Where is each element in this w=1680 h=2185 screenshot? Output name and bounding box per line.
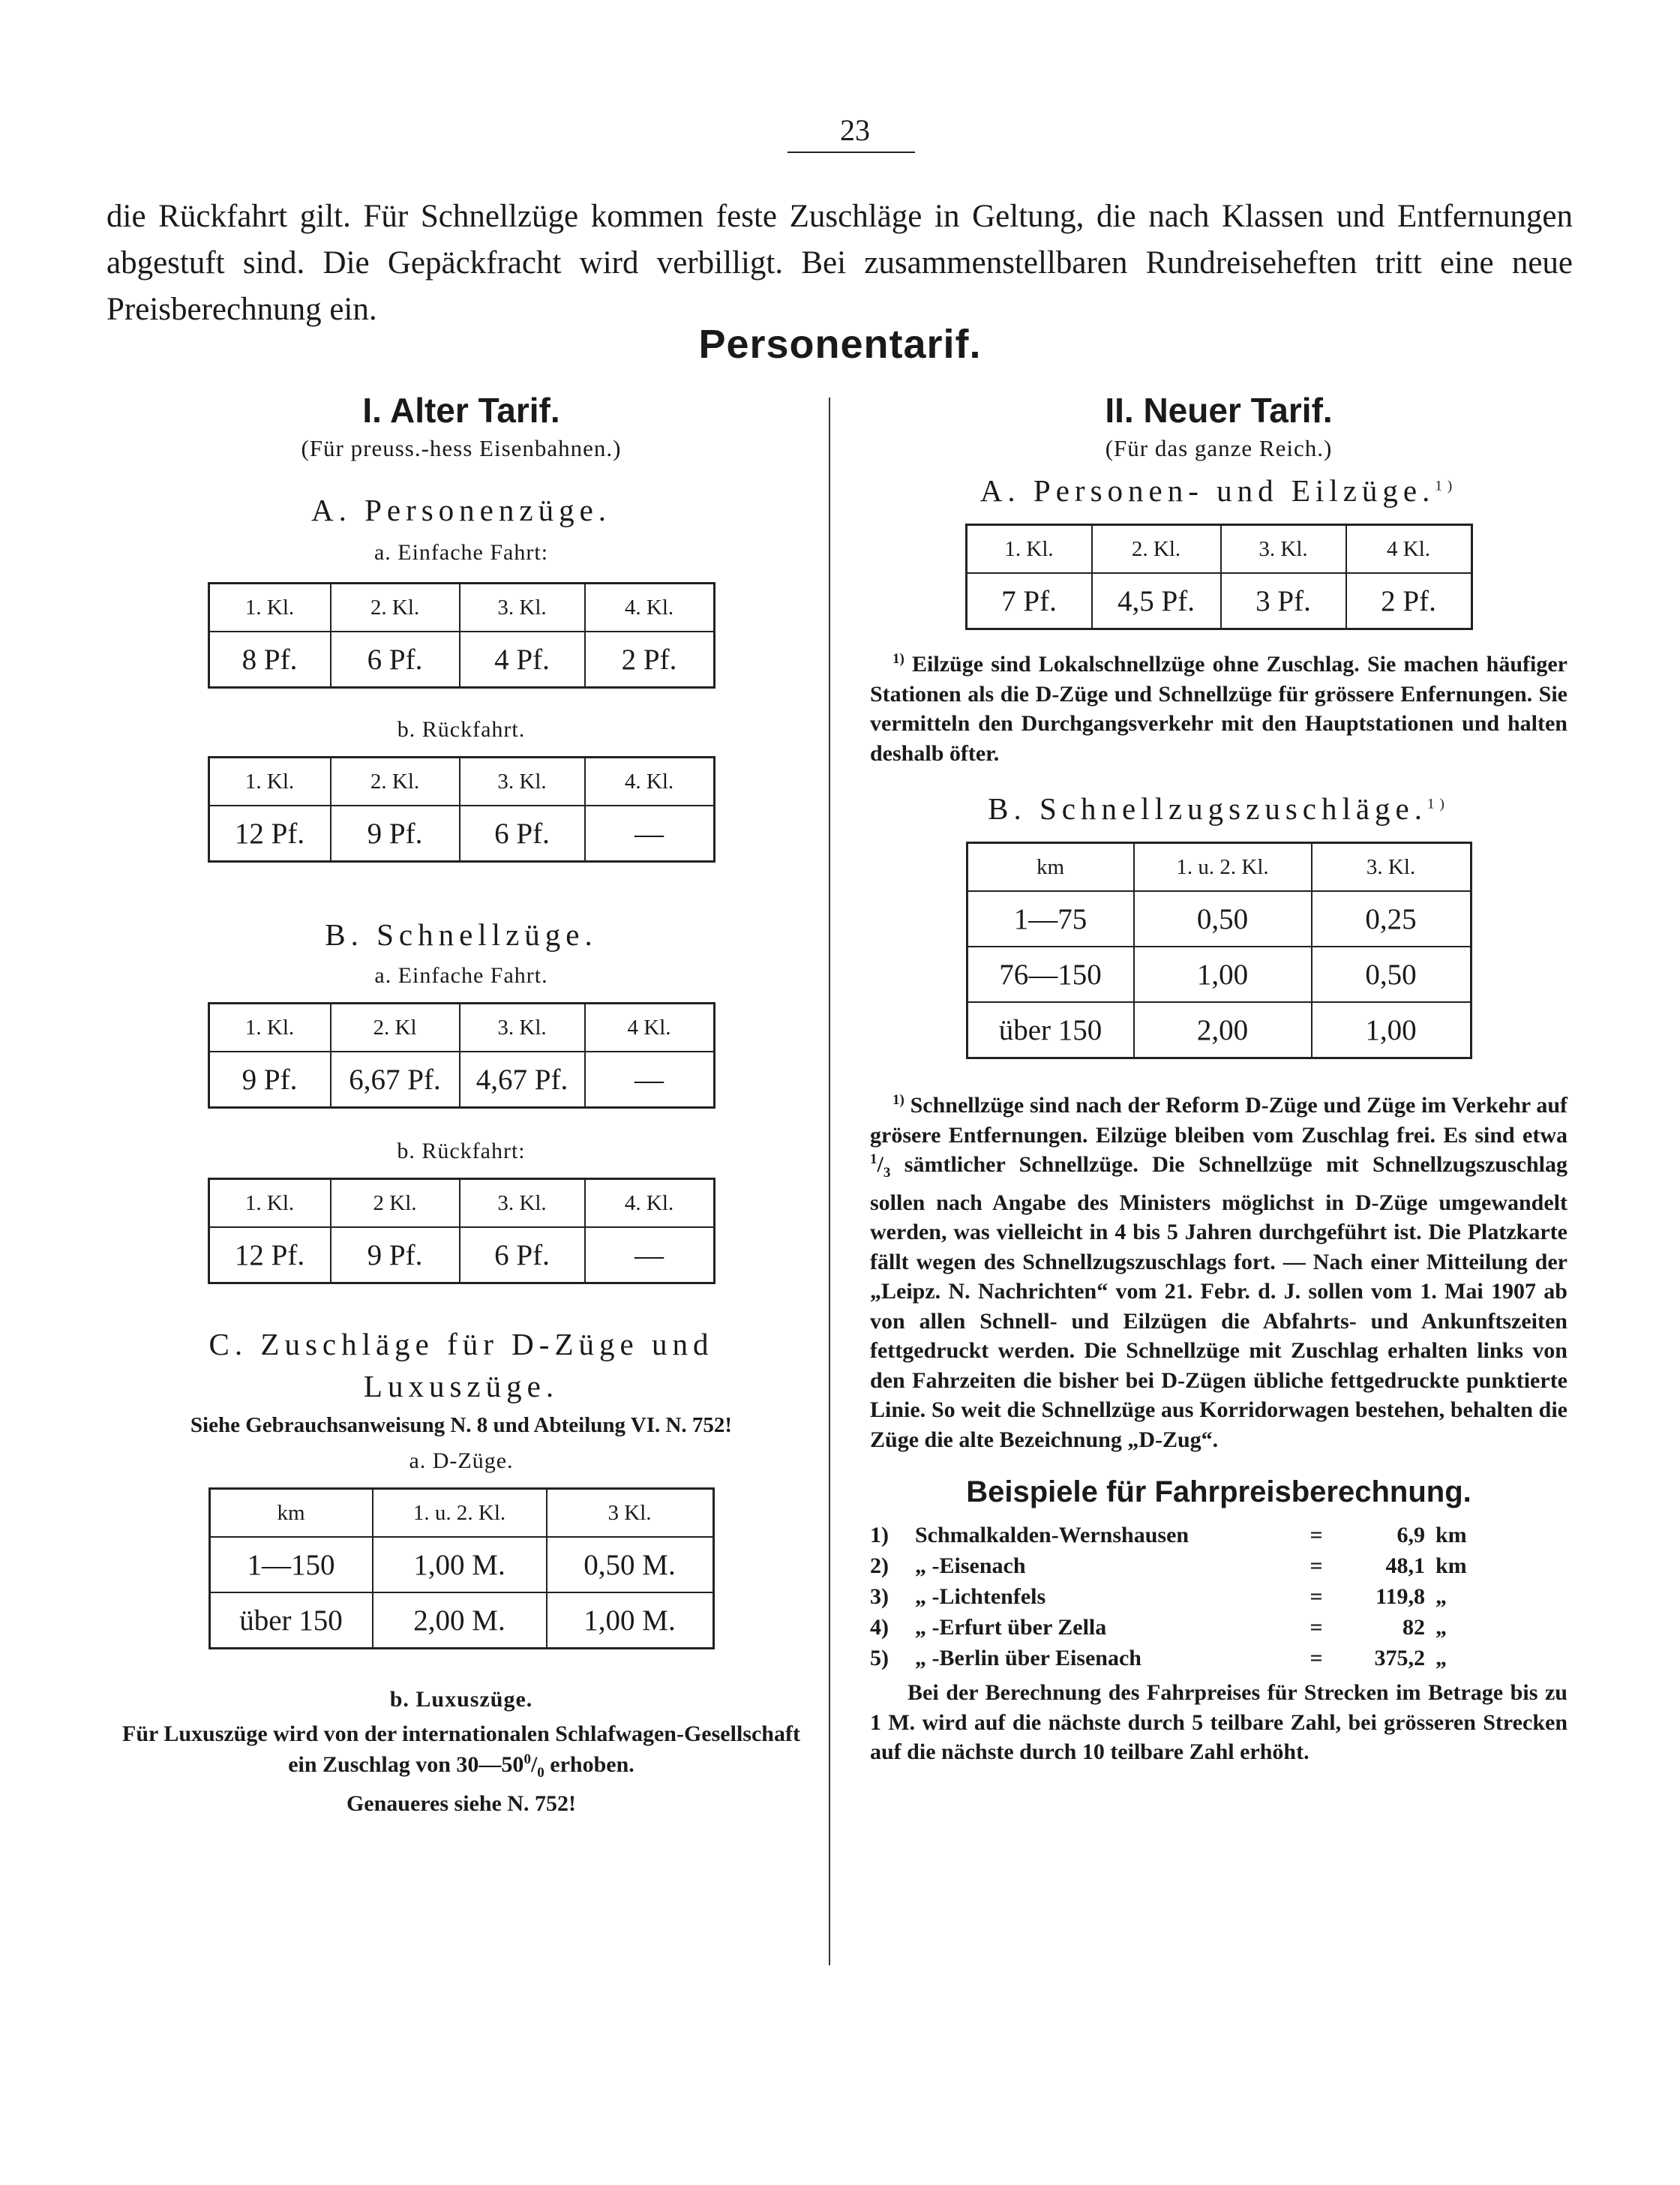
intro-text: die Rückfahrt gilt. Für Schnellzüge kommen feste Zuschläge in Geltung, die nach Klassen und Entfernungen abgestuft sind. Die Gepäckfracht wird verbilligt. Bei zusammenstellbaren Rundreiseheften tritt eine neue Preisberechnung ein. [106,199,1573,327]
table-cell: — [585,1227,715,1283]
example-value: 82 [1402,1614,1425,1640]
table-header-row [208,758,714,806]
table-row [209,1537,713,1592]
table-cell: — [585,1052,715,1108]
example-equals: = [1310,1614,1323,1640]
percent-sup: 0 [524,1751,531,1767]
table-cell: 2,00 [1134,1002,1312,1058]
footnote-text-1: Schnellzüge sind nach der Reform D-Züge und Züge im Verkehr auf grösere Entfernungen. Eilzüge bleiben vom Zuschlag frei. Es sind etwa [870,1093,1568,1148]
table-row [209,1592,713,1649]
left-c-luxus-paragraph: Für Luxuszüge wird von der internationalen Schlafwagen-Gesellschaft ein Zuschlag von $30—50^0/_0$ erhoben. Genaueres siehe N. 752! [122,1721,800,1816]
left-section-b-heading: B. Schnellzüge. [325,917,598,952]
left-c-luxus-label: b. Luxuszüge. [389,1687,533,1712]
right-a-table [965,524,1473,630]
left-c-dzuege-label: a. D-Züge. [409,1448,514,1473]
right-section-a-heading-text: A. Personen- und Eilzüge. [980,473,1436,508]
left-c-dzuege-table [208,1487,715,1649]
table-cell: über 150 [967,1002,1134,1058]
left-section-c-heading-line1: C. Zuschläge für D-Züge und [208,1327,714,1361]
table-header-cell: 2 Kl. [331,1179,460,1228]
table-cell: 6 Pf. [331,632,460,688]
table-row [208,1227,714,1283]
table-header-cell: 2. Kl. [1092,525,1221,574]
table-header-cell: 4 Kl. [1346,525,1472,574]
table-header-cell: 1. Kl. [208,584,331,632]
table-header-cell: 3. Kl. [1221,525,1346,574]
table-cell: 1,00 [1312,1002,1472,1058]
left-section-c-heading-line2: Luxuszüge. [363,1369,560,1403]
list-item [870,1581,1568,1612]
example-route: „ -Lichtenfels [915,1583,1046,1609]
page-number: 23 [840,113,870,147]
table-row [967,891,1471,947]
table-header-cell: 1. Kl. [966,525,1092,574]
table-cell: 1—75 [967,891,1134,947]
table-cell: 12 Pf. [208,1227,331,1283]
table-header-row [208,584,714,632]
table-header-cell: 2. Kl. [331,584,460,632]
list-item [870,1520,1568,1550]
table-header-cell: 3 Kl. [547,1489,714,1538]
column-divider [829,398,830,1965]
example-value: 48,1 [1385,1553,1425,1578]
example-unit: „ [1436,1583,1447,1609]
right-section-a-heading [870,473,1568,509]
table-header-cell: 1. Kl. [208,1179,331,1228]
table-cell: 0,50 [1134,891,1312,947]
table-header-row [208,1179,714,1228]
left-b-einfache-label: a. Einfache Fahrt. [374,963,548,988]
table-header-cell: 1. u. 2. Kl. [373,1489,547,1538]
table-cell: 1—150 [209,1537,373,1592]
table-header-cell: km [209,1489,373,1538]
left-column [112,390,810,1819]
right-a-footnote [870,650,1568,768]
table-cell: 2,00 M. [373,1592,547,1649]
table-cell: 0,25 [1312,891,1472,947]
example-route: „ -Eisenach [915,1553,1026,1578]
table-cell: 1,00 [1134,947,1312,1002]
table-cell: 8 Pf. [208,632,331,688]
table-cell: 76—150 [967,947,1134,1002]
table-row [208,806,714,862]
examples-title: Beispiele für Fahrpreisberechnung. [966,1475,1472,1508]
table-cell: über 150 [209,1592,373,1649]
footnote-mark: 1) [892,1092,904,1108]
example-equals: = [1310,1522,1323,1547]
table-cell: 2 Pf. [585,632,715,688]
table-cell: 7 Pf. [966,573,1092,629]
left-section-c-heading [112,1323,810,1407]
table-cell: 12 Pf. [208,806,331,862]
left-a-rueckfahrt-table [208,756,716,863]
example-route: „ -Berlin über Eisenach [915,1645,1142,1670]
right-column [870,390,1568,1767]
table-header-cell: 2. Kl [331,1004,460,1052]
right-section-b-heading-text: B. Schnellzugszuschläge. [988,791,1428,826]
example-number: 4) [870,1614,889,1640]
table-cell: 2 Pf. [1346,573,1472,629]
right-section-b-heading [870,791,1568,827]
right-b-table [966,842,1472,1059]
example-unit: „ [1436,1645,1447,1670]
luxus-text-3: Genaueres siehe N. 752! [346,1791,577,1816]
table-header-row [967,843,1471,892]
table-header-row [209,1489,713,1538]
example-number: 3) [870,1583,889,1609]
table-cell: 9 Pf. [331,806,460,862]
footnote-mark: 1) [1435,478,1458,494]
intro-paragraph [106,194,1573,333]
table-header-row [208,1004,714,1052]
example-value: 119,8 [1376,1583,1425,1609]
table-cell: 4,5 Pf. [1092,573,1221,629]
table-header-cell: km [967,843,1134,892]
examples-closing: Bei der Berechnung des Fahrpreises für Strecken im Betrage bis zu 1 M. wird auf die nächste durch 5 teilbare Zahl, bei grösseren Strecken auf die nächste durch 10 teilbare Zahl erhöht. [870,1680,1568,1764]
table-header-cell: 4. Kl. [585,584,715,632]
left-a-rueckfahrt-label: b. Rückfahrt. [397,717,526,742]
table-cell: 6 Pf. [460,806,585,862]
table-cell: 3 Pf. [1221,573,1346,629]
main-title: Personentarif. [698,322,982,367]
left-section-a-heading: A. Personenzüge. [310,493,612,527]
table-cell: 1,00 M. [547,1592,714,1649]
right-title: II. Neuer Tarif. [1105,391,1333,430]
example-equals: = [1310,1583,1323,1609]
table-header-cell: 3. Kl. [460,1179,585,1228]
left-a-einfache-label: a. Einfache Fahrt: [374,540,549,565]
example-unit: km [1436,1522,1467,1547]
left-b-rueckfahrt-table [208,1178,716,1284]
example-value: 375,2 [1374,1645,1425,1670]
example-equals: = [1310,1553,1323,1578]
table-header-cell: 3. Kl. [460,584,585,632]
percent-sub: 0 [537,1765,544,1781]
table-header-cell: 3. Kl. [460,758,585,806]
left-title: I. Alter Tarif. [362,391,560,430]
luxus-text-2: erhoben. [544,1752,634,1777]
table-cell: 9 Pf. [208,1052,331,1108]
table-cell: 4 Pf. [460,632,585,688]
luxus-text-1: Für Luxuszüge wird von der internationalen Schlafwagen-Gesellschaft ein Zuschlag von 30—50 [122,1721,800,1777]
table-cell: 0,50 M. [547,1537,714,1592]
example-unit: km [1436,1553,1467,1578]
table-header-cell: 4. Kl. [585,758,715,806]
left-b-rueckfahrt-label: b. Rückfahrt: [397,1139,526,1163]
list-item [870,1550,1568,1581]
table-cell: — [585,806,715,862]
table-row [208,632,714,688]
left-b-einfache-table [208,1002,716,1109]
table-cell: 6,67 Pf. [331,1052,460,1108]
list-item [870,1643,1568,1673]
example-number: 1) [870,1522,889,1547]
examples-list [870,1520,1568,1673]
example-value: 6,9 [1396,1522,1425,1547]
footnote-text-2: sämtlicher Schnellzüge. Die Schnellzüge mit Schnellzugszuschlag sollen nach Angabe des Ministers möglichst in D-Züge umgewandelt werden, was vielleicht in 4 bis 5 Jahren durchgeführt ist. Die Platzkarte fällt wegen des Schnellzugszuschlags fort. — Nach einer Mitteilung der „Leipz. N. Nachrichten“ vom 21. Febr. d. J. sollen vom 1. Mai 1907 ab von allen Schnell- und Eilzügen die Abfahrts- und Ankunftszeiten fettgedruckt werden. Die Schnellzüge mit Zuschlag erhalten links von den Fahrzeiten die bisher bei D-Zügen übliche fettgedruckte punktierte Linie. So weit die Schnellzüge aus Korridorwagen bestehen, behalten die Züge die alte Bezeichnung „D-Zug“. [870,1152,1568,1452]
table-header-cell: 1. Kl. [208,758,331,806]
table-header-cell: 3. Kl. [1312,843,1472,892]
example-number: 2) [870,1553,889,1578]
table-header-row [966,525,1472,574]
table-cell: 0,50 [1312,947,1472,1002]
table-header-cell: 4 Kl. [585,1004,715,1052]
left-a-einfache-table [208,582,716,689]
table-cell: 4,67 Pf. [460,1052,585,1108]
fraction-denominator: 3 [883,1165,891,1181]
footnote-mark: 1) [1427,796,1450,812]
example-route: Schmalkalden-Wernshausen [915,1522,1190,1547]
example-equals: = [1310,1645,1323,1670]
left-c-reference: Siehe Gebrauchsanweisung N. 8 und Abteilung VI. N. 752! [190,1413,733,1437]
table-cell: 1,00 M. [373,1537,547,1592]
left-subtitle: (Für preuss.-hess Eisenbahnen.) [301,435,622,461]
table-header-cell: 2. Kl. [331,758,460,806]
page-number-rule [788,152,915,153]
table-header-cell: 3. Kl. [460,1004,585,1052]
example-route: „ -Erfurt über Zella [915,1614,1107,1640]
right-b-footnote: $^{1)}$ Schnellzüge sind nach der Reform D-Züge und Züge im Verkehr auf grösere Entfernungen. Eilzüge bleiben vom Zuschlag frei. Es sind etwa $^1/_3$ sämtlicher Schnellzüge. Die Schnellzüge mit Schnellzugszuschlag sollen nach Angabe des Ministers möglichst in D-Züge umgewandelt werden, was vielleicht in 4 bis 5 Jahren durchgeführt ist. Die Platzkarte fällt wegen des Schnellzugszuschlags fort. — Nach einer Mitteilung der „Leipz. N. Nachrichten“ vom 21. Febr. d. J. sollen vom 1. Mai 1907 ab von allen Schnell- und Eilzügen die Abfahrts- und Ankunftszeiten fettgedruckt werden. Die Schnellzüge mit Zuschlag erhalten links von den Fahrzeiten die bisher bei D-Zügen übliche fettgedruckte punktierte Linie. So weit die Schnellzüge aus Korridorwagen bestehen, behalten die Züge die alte Bezeichnung „D-Zug“. [870,1092,1568,1452]
footnote-text: Eilzüge sind Lokalschnellzüge ohne Zuschlag. Sie machen häufiger Stationen als die D-Züge und Schnellzüge für grössere Enfernungen. Sie vermitteln den Durchgangsverkehr mit den Hauptstationen und halten deshalb öfter. [870,652,1568,766]
table-cell: 6 Pf. [460,1227,585,1283]
table-row [966,573,1472,629]
example-unit: „ [1436,1614,1447,1640]
fraction-numerator: 1 [870,1151,878,1167]
table-row [967,947,1471,1002]
table-header-cell: 4. Kl. [585,1179,715,1228]
list-item [870,1612,1568,1643]
table-cell: 9 Pf. [331,1227,460,1283]
table-row [967,1002,1471,1058]
footnote-mark: 1) [892,651,904,667]
example-number: 5) [870,1645,889,1670]
table-header-cell: 1. Kl. [208,1004,331,1052]
table-row [208,1052,714,1108]
table-header-cell: 1. u. 2. Kl. [1134,843,1312,892]
right-subtitle: (Für das ganze Reich.) [1105,435,1333,461]
